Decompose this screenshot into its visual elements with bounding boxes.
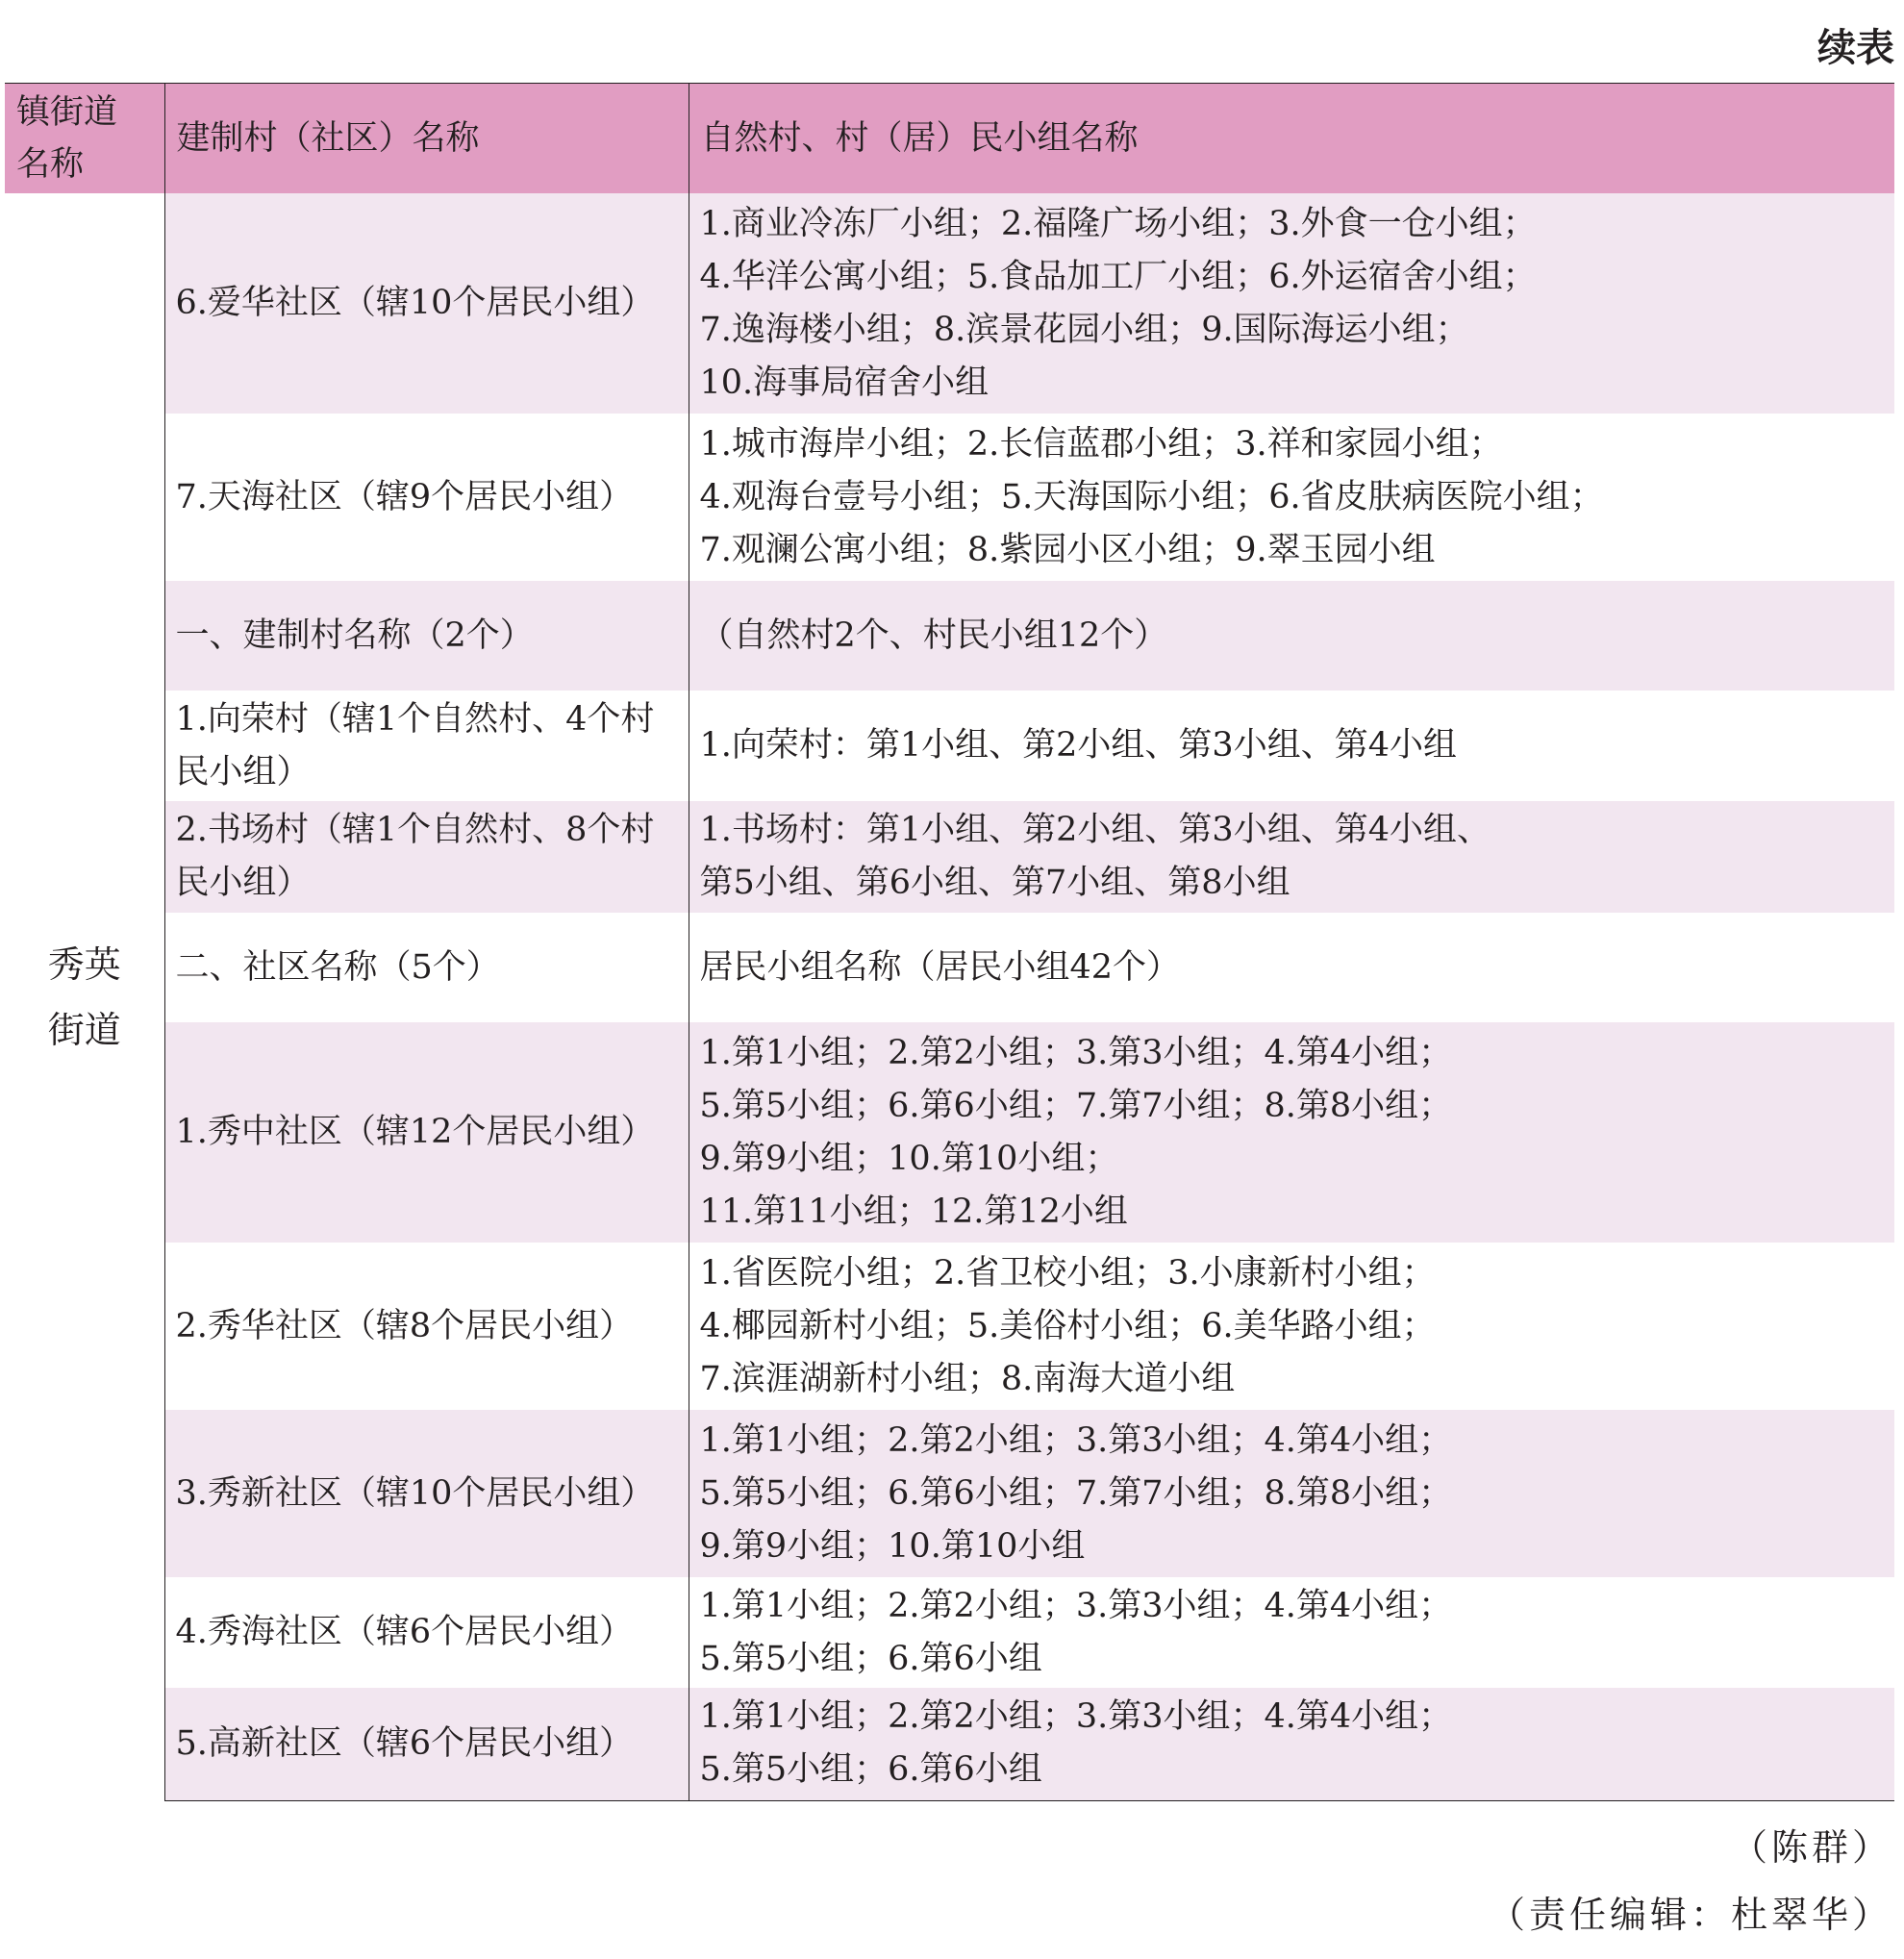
- group-line: 9.第9小组；10.第10小组: [699, 1526, 1086, 1566]
- header-village: 建制村（社区）名称: [164, 84, 689, 194]
- group-line: 5.第5小组；6.第6小组: [699, 1639, 1042, 1678]
- village-name-cell: 5.高新社区（辖6个居民小组）: [164, 1688, 689, 1800]
- group-line: 1.第1小组；2.第2小组；3.第3小组；4.第4小组；: [699, 1420, 1453, 1460]
- group-line: 7.滨涯湖新村小组；8.南海大道小组: [699, 1359, 1236, 1398]
- table-row: [5, 801, 1894, 913]
- group-line: 居民小组名称（居民小组42个）: [699, 947, 1181, 987]
- table-header-row: [5, 84, 1894, 194]
- group-line: 4.观海台壹号小组；5.天海国际小组；6.省皮肤病医院小组；: [699, 477, 1604, 516]
- group-line: 11.第11小组；12.第12小组: [699, 1192, 1128, 1231]
- group-line: 5.第5小组；6.第6小组；7.第7小组；8.第8小组；: [699, 1086, 1453, 1125]
- village-name-cell: 1.秀中社区（辖12个居民小组）: [164, 1022, 689, 1243]
- groups-cell: [689, 801, 1894, 913]
- groups-cell: [689, 193, 1894, 414]
- table-row: [5, 1022, 1894, 1243]
- group-line: 1.书场村：第1小组、第2小组、第3小组、第4小组、: [699, 811, 1491, 849]
- groups-cell: [689, 691, 1894, 801]
- groups-cell: [689, 1410, 1894, 1577]
- town-name-line: 街道: [47, 1008, 121, 1051]
- group-line: 7.观澜公寓小组；8.紫园小区小组；9.翠玉园小组: [699, 530, 1436, 569]
- group-line: （自然村2个、村民小组12个）: [699, 615, 1168, 655]
- group-line: 4.椰园新村小组；5.美俗村小组；6.美华路小组；: [699, 1306, 1436, 1345]
- village-name-cell: 2.秀华社区（辖8个居民小组）: [164, 1243, 689, 1410]
- table-row: [5, 581, 1894, 691]
- table-row: [5, 1243, 1894, 1410]
- village-name-cell: 7.天海社区（辖9个居民小组）: [164, 414, 689, 581]
- table-row: [5, 1577, 1894, 1688]
- header-town: [5, 84, 164, 194]
- table-row: [5, 913, 1894, 1022]
- groups-cell: [689, 1577, 1894, 1688]
- groups-cell: [689, 1688, 1894, 1800]
- group-line: 1.第1小组；2.第2小组；3.第3小组；4.第4小组；: [699, 1586, 1453, 1625]
- table-row: [5, 193, 1894, 414]
- group-line: 10.海事局宿舍小组: [699, 363, 990, 402]
- village-name-cell: 6.爱华社区（辖10个居民小组）: [164, 193, 689, 414]
- group-line: 第5小组、第6小组、第7小组、第8小组: [699, 864, 1290, 902]
- group-line: 5.第5小组；6.第6小组；7.第7小组；8.第8小组；: [699, 1473, 1453, 1513]
- header-town-line-1: 镇街道: [16, 93, 118, 132]
- table-row: [5, 1410, 1894, 1577]
- group-line: 7.逸海楼小组；8.滨景花园小组；9.国际海运小组；: [699, 310, 1469, 349]
- village-name-cell: 3.秀新社区（辖10个居民小组）: [164, 1410, 689, 1577]
- group-line: 1.省医院小组；2.省卫校小组；3.小康新村小组；: [699, 1253, 1436, 1293]
- village-name-cell: 二、社区名称（5个）: [164, 913, 689, 1022]
- groups-cell: [689, 1022, 1894, 1243]
- groups-cell: [689, 913, 1894, 1022]
- author-credit: （陈群）: [1730, 1826, 1892, 1869]
- groups-cell: [689, 1243, 1894, 1410]
- group-line: 1.商业冷冻厂小组；2.福隆广场小组；3.外食一仓小组；: [699, 204, 1537, 243]
- town-cell: [5, 193, 164, 1800]
- groups-cell: [689, 414, 1894, 581]
- groups-cell: [689, 581, 1894, 691]
- header-groups: 自然村、村（居）民小组名称: [689, 84, 1894, 194]
- village-groups-table: [5, 83, 1894, 1801]
- village-name-cell: 4.秀海社区（辖6个居民小组）: [164, 1577, 689, 1688]
- group-line: 9.第9小组；10.第10小组；: [699, 1139, 1119, 1178]
- table-row: [5, 1688, 1894, 1800]
- village-name-cell: 一、建制村名称（2个）: [164, 581, 689, 691]
- editor-credit: （责任编辑：杜翠华）: [1488, 1894, 1892, 1936]
- group-line: 1.向荣村：第1小组、第2小组、第3小组、第4小组: [699, 726, 1457, 765]
- group-line: 4.华洋公寓小组；5.食品加工厂小组；6.外运宿舍小组；: [699, 257, 1537, 296]
- table-row: [5, 691, 1894, 801]
- table-row: [5, 414, 1894, 581]
- group-line: 5.第5小组；6.第6小组: [699, 1750, 1042, 1790]
- group-line: 1.第1小组；2.第2小组；3.第3小组；4.第4小组；: [699, 1033, 1453, 1072]
- town-name-line: 秀英: [47, 942, 121, 986]
- village-name-cell: 1.向荣村（辖1个自然村、4个村民小组）: [164, 691, 689, 801]
- continued-label: 续表: [1817, 26, 1894, 70]
- group-line: 1.第1小组；2.第2小组；3.第3小组；4.第4小组；: [699, 1697, 1453, 1737]
- village-name-cell: 2.书场村（辖1个自然村、8个村民小组）: [164, 801, 689, 913]
- header-town-line-2: 名称: [16, 145, 85, 184]
- group-line: 1.城市海岸小组；2.长信蓝郡小组；3.祥和家园小组；: [699, 424, 1503, 464]
